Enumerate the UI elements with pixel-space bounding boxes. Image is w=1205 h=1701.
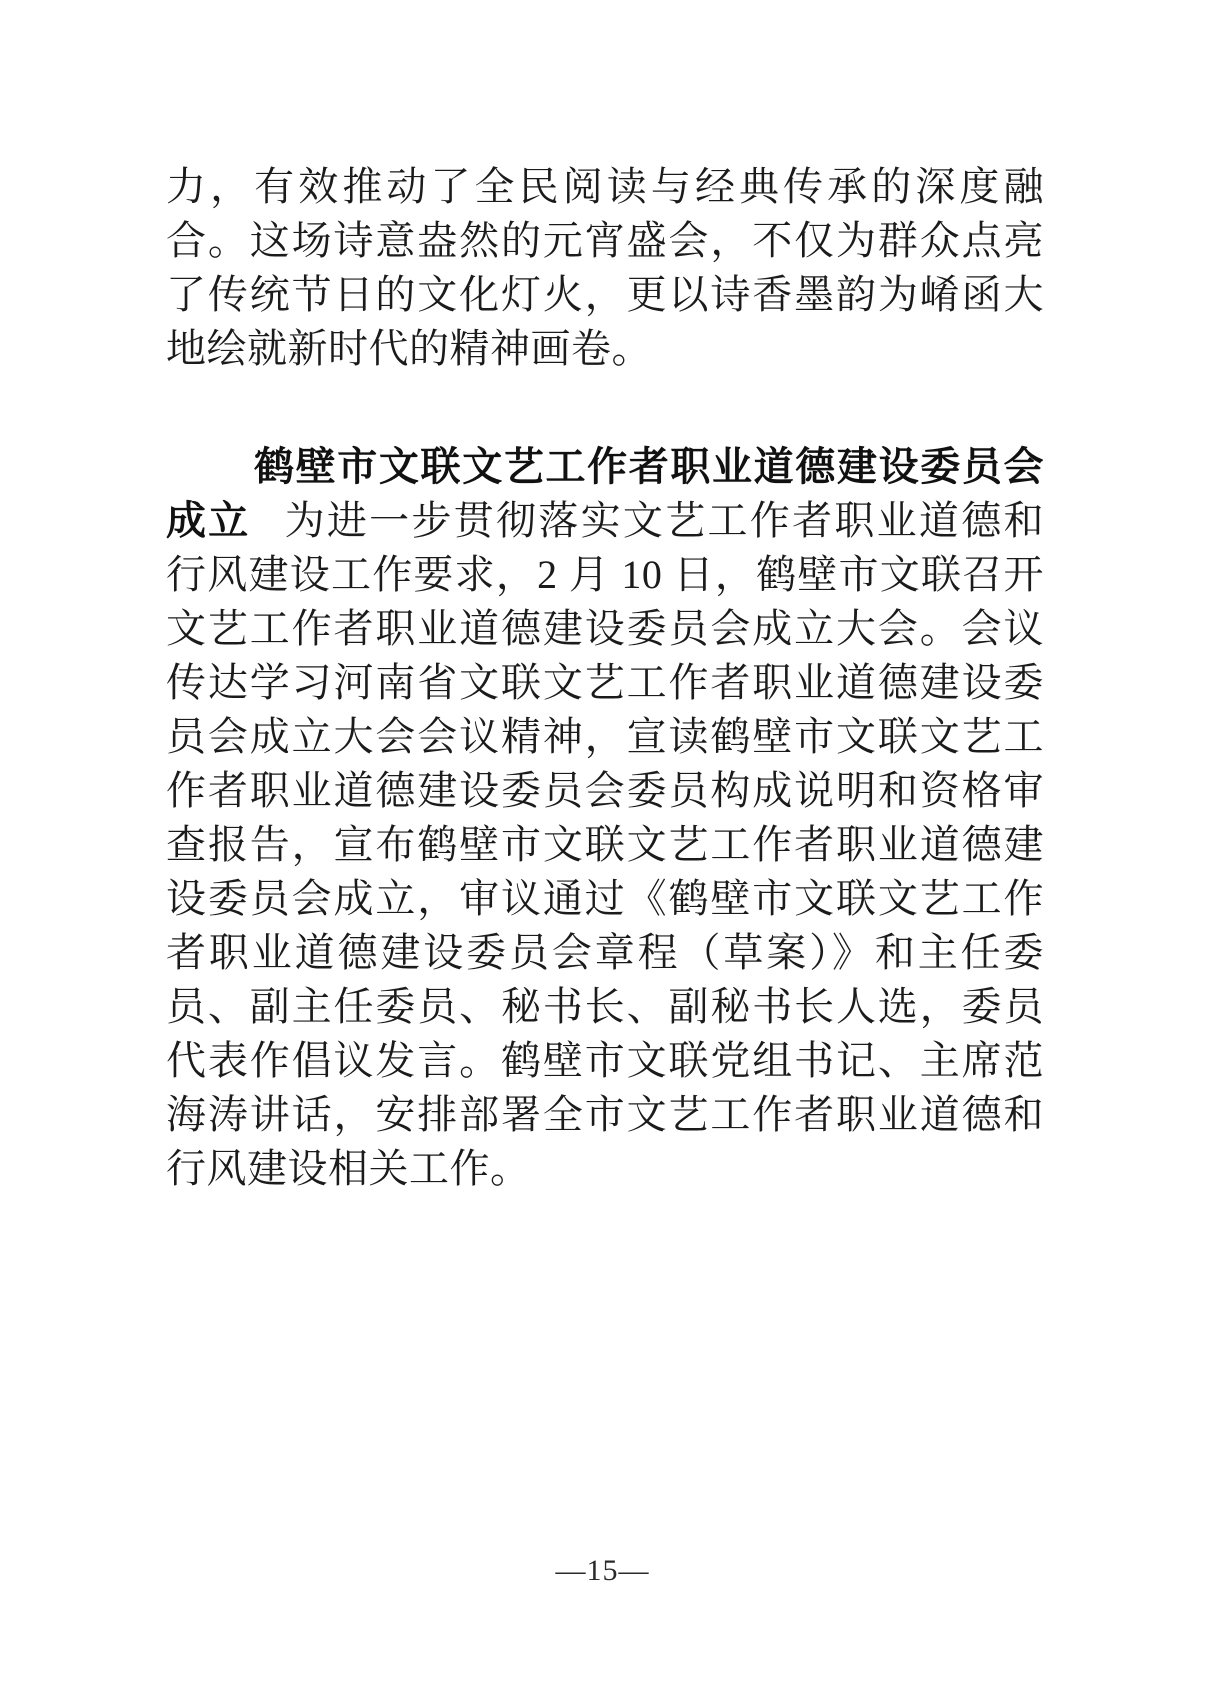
page-number: —15— [555,1554,650,1587]
continuation-paragraph: 力，有效推动了全民阅读与经典传承的深度融合。这场诗意盎然的元宵盛会，不仅为群众点亮了传统节日的文化灯火，更以诗香墨韵为崤函大地绘就新时代的精神画卷。 [166,164,1044,371]
page-content [166,160,1044,1196]
article-title: 鹤壁市文联文艺工作者职业道德建设委员会成立 [166,445,1044,543]
article-body: 为进一步贯彻落实文艺工作者职业道德和行风建设工作要求，2 月 10 日，鹤壁市文联召开文艺工作者职业道德建设委员会成立大会。会议传达学习河南省文联文艺工作者职业道德建设委员会成立大会会议精神，宣读鹤壁市文联文艺工作者职业道德建设委员会委员构成说明和资格审查报告，宣布鹤壁市文联文艺工作者职业道德建设委员会成立，审议通过《鹤壁市文联文艺工作者职业道德建设委员会章程（草案）》和主任委员、副主任委员、秘书长、副秘书长人选，委员代表作倡议发言。鹤壁市文联党组书记、主席范海涛讲话，安排部署全市文艺工作者职业道德和行风建设相关工作。 [166,498,1045,1191]
article-paragraph [166,440,1044,1196]
